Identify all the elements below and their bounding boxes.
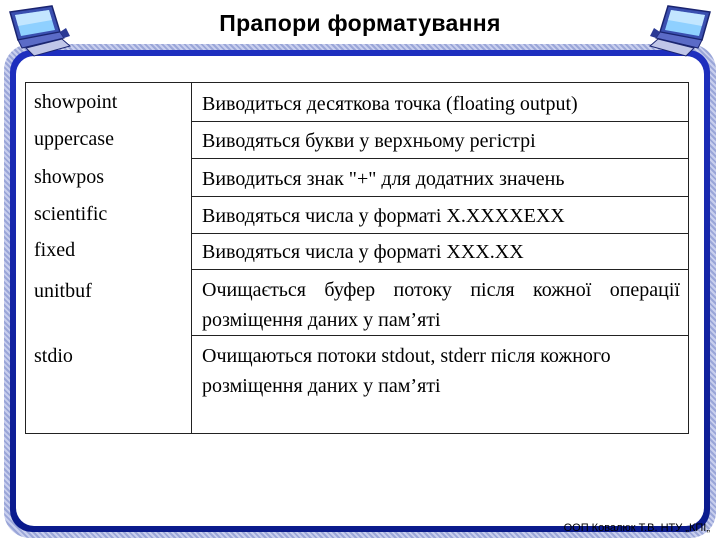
- flag-description: Виводяться числа у форматі XXX.XX: [202, 241, 524, 263]
- flag-name: uppercase: [34, 128, 114, 150]
- slide-title: Прапори форматування: [219, 10, 501, 36]
- row-divider: [191, 121, 688, 122]
- flag-description: Виводяться букви у верхньому регістрі: [202, 130, 536, 152]
- row-divider: [191, 196, 688, 197]
- row-divider: [191, 269, 688, 270]
- flag-description: Виводиться десяткова точка (floating output): [202, 93, 578, 115]
- flag-name: fixed: [34, 239, 76, 261]
- flag-name: showpoint: [34, 91, 118, 113]
- flag-name: unitbuf: [34, 280, 92, 302]
- row-divider: [191, 335, 688, 336]
- flag-description: Виводиться знак "+" для додатних значень: [202, 168, 565, 190]
- row-divider: [191, 233, 688, 234]
- flag-description: Виводяться числа у форматі X.XXXXEXX: [202, 205, 565, 227]
- row-divider: [191, 158, 688, 159]
- flag-description: Очищаються потоки stdout, stderr після кожного розміщення даних у пам’яті: [202, 345, 611, 397]
- computer-monitor-icon: [642, 2, 716, 62]
- footer-credit: ООП Ковалюк Т.В. НТУ „КПІ„: [563, 522, 710, 534]
- flag-description: Очищається буфер потоку після кожної операції розміщення даних у пам’яті: [202, 279, 680, 331]
- flag-name: showpos: [34, 166, 105, 188]
- flag-name: stdio: [34, 345, 73, 367]
- flag-name: scientific: [34, 203, 108, 225]
- computer-monitor-icon: [4, 2, 78, 62]
- flags-table: [25, 82, 689, 434]
- column-divider: [191, 83, 192, 433]
